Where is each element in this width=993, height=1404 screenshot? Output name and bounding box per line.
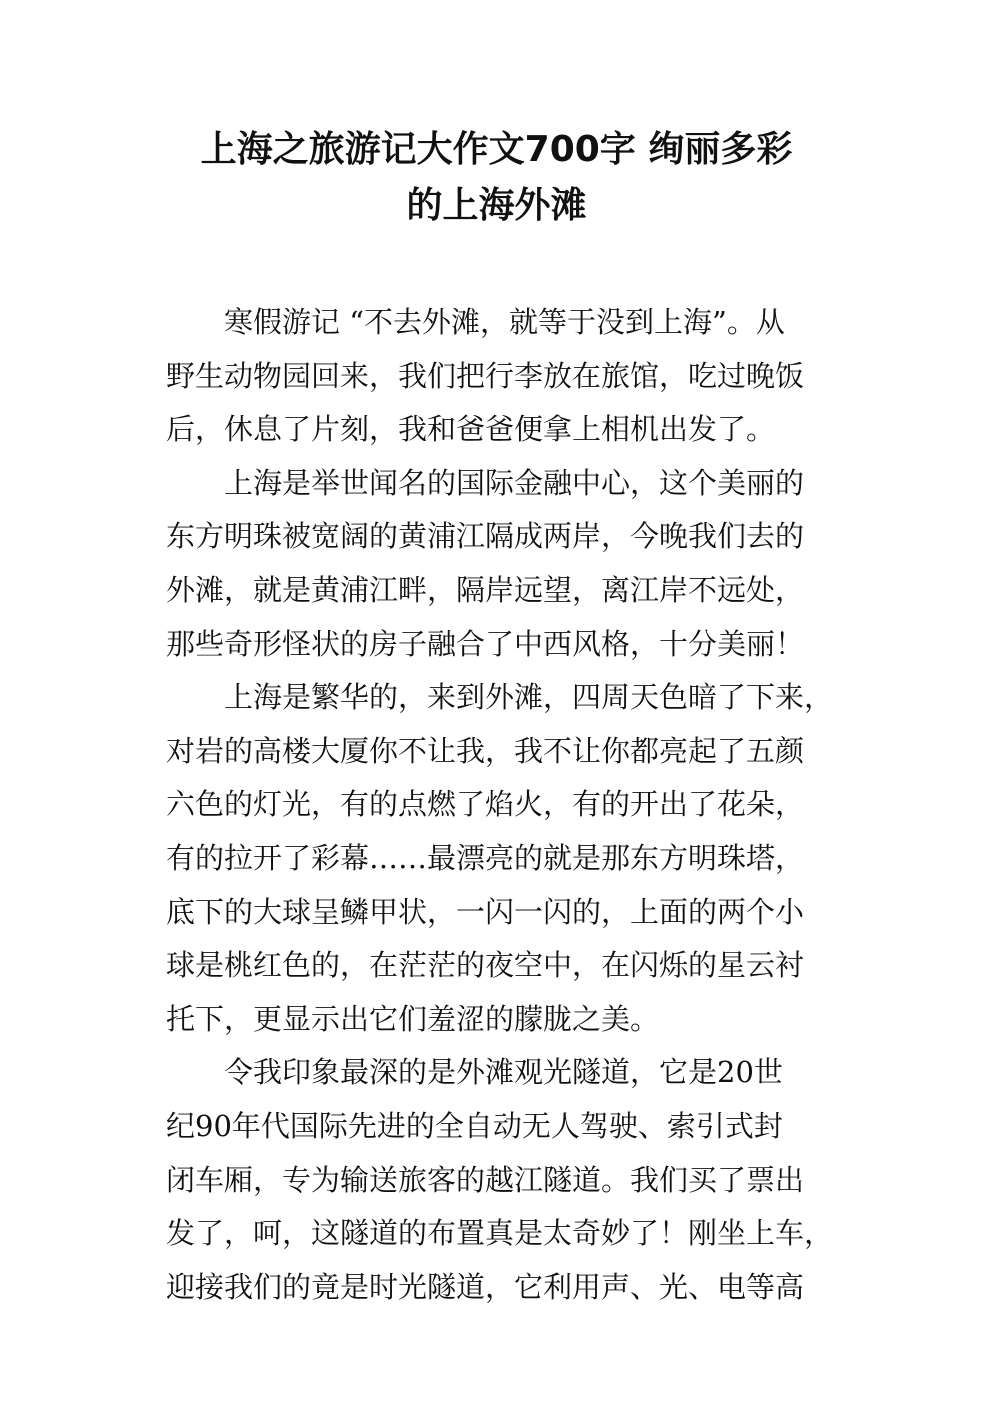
- text-line: 上海是举世闻名的国际金融中心，这个美丽的: [224, 465, 805, 500]
- text-line: 纪90年代国际先进的全自动无人驾驶、索引式封: [166, 1108, 783, 1143]
- text-line: 托下，更显示出它们羞涩的朦胧之美。: [166, 1001, 660, 1036]
- text-line: 寒假游记 “不去外滩，就等于没到上海”。从: [224, 305, 785, 339]
- text-line: 那些奇形怪状的房子融合了中西风格，十分美丽！: [166, 626, 805, 661]
- article-body: [166, 296, 836, 1314]
- text-line: 对岩的高楼大厦你不让我，我不让你都亮起了五颜: [166, 733, 805, 768]
- text-line: 后，休息了片刻，我和爸爸便拿上相机出发了。: [166, 412, 776, 447]
- text-line: 闭车厢，专为输送旅客的越江隧道。我们买了票出: [166, 1162, 805, 1197]
- text-line: 上海是繁华的，来到外滩，四周天色暗了下来，: [224, 680, 834, 715]
- text-line: 迎接我们的竟是时光隧道，它利用声、光、电等高: [166, 1269, 805, 1304]
- text-line: 有的拉开了彩幕……最漂亮的就是那东方明珠塔，: [166, 840, 805, 875]
- text-line: 六色的灯光，有的点燃了焰火，有的开出了花朵，: [166, 787, 805, 822]
- text-line: 令我印象最深的是外滩观光隧道，它是20世: [224, 1055, 783, 1090]
- text-line: 发了，呵，这隧道的布置真是太奇妙了！刚坐上车，: [166, 1216, 834, 1251]
- page-title: [150, 122, 843, 234]
- title-line: 的上海外滩: [406, 185, 587, 226]
- text-line: 外滩，就是黄浦江畔，隔岸远望，离江岸不远处，: [166, 572, 805, 607]
- title-line: 上海之旅游记大作文700字 绚丽多彩: [200, 129, 793, 170]
- text-line: 球是桃红色的，在茫茫的夜空中，在闪烁的星云衬: [166, 948, 805, 983]
- text-line: 底下的大球呈鳞甲状，一闪一闪的，上面的两个小: [166, 894, 805, 929]
- text-line: 东方明珠被宽阔的黄浦江隔成两岸，今晚我们去的: [166, 519, 805, 554]
- text-line: 野生动物园回来，我们把行李放在旅馆，吃过晚饭: [166, 358, 805, 393]
